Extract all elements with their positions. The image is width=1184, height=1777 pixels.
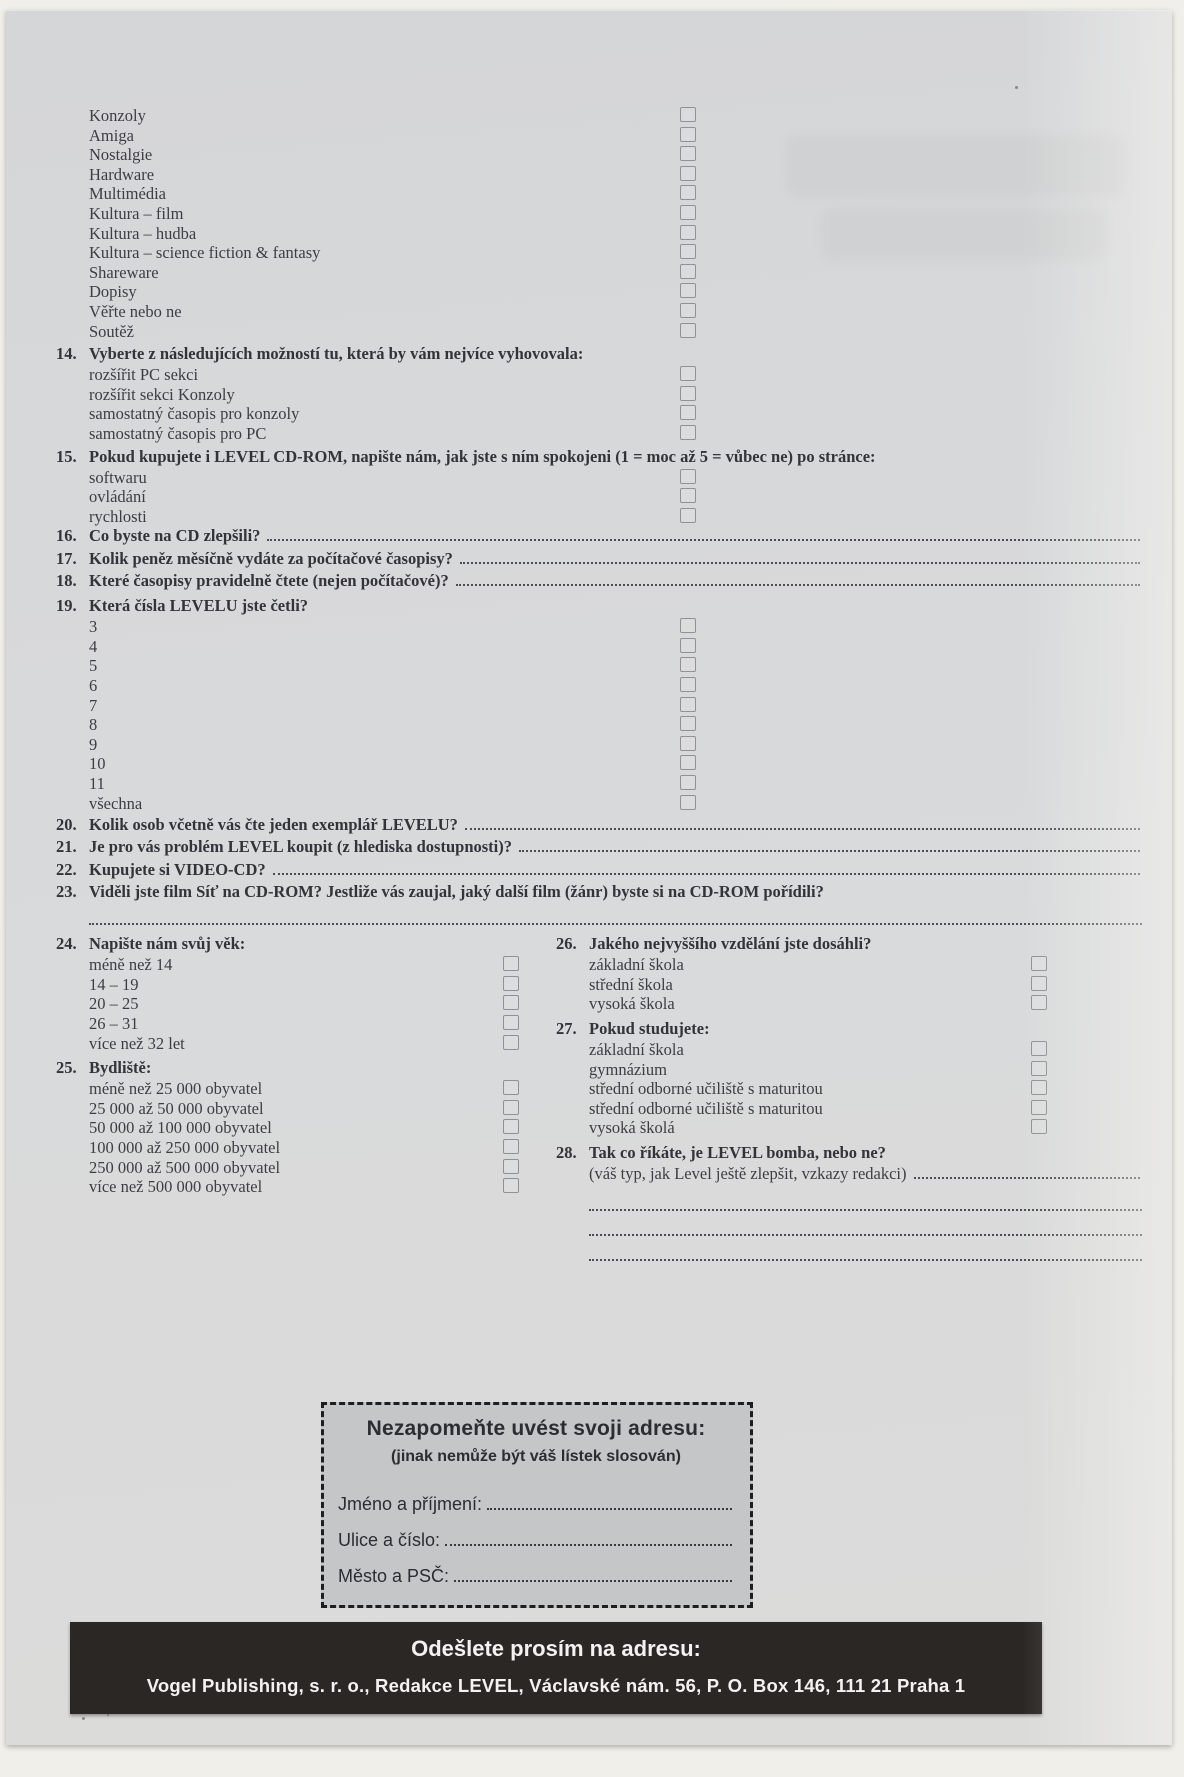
option-row <box>556 1099 1142 1119</box>
answer-line[interactable] <box>465 816 1140 830</box>
answer-line[interactable] <box>914 1165 1141 1179</box>
question-number: 24. <box>56 934 77 954</box>
option-label: více než 32 let <box>89 1033 185 1053</box>
option-row <box>56 224 1142 244</box>
option-row <box>56 794 1142 814</box>
question-14-options <box>56 365 1142 443</box>
option-label: samostatný časopis pro konzoly <box>89 404 300 424</box>
option-label: Dopisy <box>89 282 137 302</box>
option-label: vysoká škola <box>589 994 675 1014</box>
option-row <box>56 322 1142 342</box>
checkbox[interactable] <box>503 995 519 1010</box>
question-text: Co byste na CD zlepšili? <box>89 526 261 546</box>
option-label: Hardware <box>89 164 155 184</box>
address-field <box>338 1494 734 1515</box>
option-label: základní škola <box>589 955 684 975</box>
option-label: 5 <box>89 656 98 676</box>
checkbox[interactable] <box>680 405 696 420</box>
option-row <box>56 1034 556 1054</box>
answer-line[interactable] <box>519 838 1140 852</box>
question-number: 21. <box>56 837 77 857</box>
option-row <box>56 715 1142 735</box>
checkbox[interactable] <box>680 283 696 298</box>
footer-address: Vogel Publishing, s. r. o., Redakce LEVEL, Václavské nám. 56, P. O. Box 146, 111 21 Praha 1 <box>146 1675 966 1696</box>
checkbox[interactable] <box>503 1035 519 1050</box>
checkbox[interactable] <box>680 323 696 338</box>
left-column <box>56 931 556 1261</box>
option-row <box>56 404 1142 424</box>
option-label: střední škola <box>589 974 673 994</box>
question-text: Kolik peněz měsíčně vydáte za počítačové časopisy? <box>89 548 453 568</box>
address-field-label: Město a PSČ: <box>338 1566 450 1586</box>
checkbox[interactable] <box>503 1159 519 1174</box>
checkbox[interactable] <box>680 107 696 122</box>
option-row <box>56 468 1142 488</box>
option-row <box>56 1138 556 1158</box>
checkbox[interactable] <box>680 697 696 712</box>
question-number: 22. <box>56 859 77 879</box>
option-label: 4 <box>89 636 98 656</box>
option-label: 250 000 až 500 000 obyvatel <box>89 1157 281 1177</box>
dust-speck <box>1015 86 1018 89</box>
option-row <box>56 1118 556 1138</box>
option-row <box>56 106 1142 126</box>
address-field-label: Ulice a číslo: <box>338 1530 441 1550</box>
checkbox[interactable] <box>680 127 696 142</box>
option-row <box>56 1158 556 1178</box>
option-row <box>56 184 1142 204</box>
option-row <box>56 385 1142 405</box>
checkbox[interactable] <box>680 716 696 731</box>
answer-line[interactable] <box>445 1532 732 1546</box>
question-number: 16. <box>56 526 77 546</box>
checkbox[interactable] <box>1031 1119 1047 1134</box>
option-label: 14 – 19 <box>89 974 139 994</box>
option-row <box>56 1099 556 1119</box>
option-label: 3 <box>89 617 98 637</box>
option-row <box>56 994 556 1014</box>
question-24-options <box>56 955 556 1053</box>
option-label: 25 000 až 50 000 obyvatel <box>89 1098 264 1118</box>
question-number: 17. <box>56 548 77 568</box>
answer-line[interactable] <box>454 1568 732 1582</box>
answer-line[interactable] <box>456 572 1140 586</box>
address-box-subtitle: (jinak nemůže být váš lístek slosován) <box>391 1448 681 1465</box>
answer-line[interactable] <box>267 527 1140 541</box>
question-15 <box>56 446 1142 468</box>
option-row <box>56 282 1142 302</box>
question-18 <box>56 571 1142 593</box>
option-row <box>56 676 1142 696</box>
option-label: základní škola <box>589 1040 684 1060</box>
checkbox[interactable] <box>680 775 696 790</box>
address-box <box>321 1402 753 1608</box>
question-text: Vyberte z následujících možností tu, která by vám nejvíce vyhovovala: <box>89 344 584 364</box>
checkbox[interactable] <box>680 755 696 770</box>
question-text: Kolik osob včetně vás čte jeden exemplář LEVELU? <box>89 815 458 835</box>
question-number: 26. <box>556 934 577 954</box>
option-label: 20 – 25 <box>89 994 139 1014</box>
checkbox[interactable] <box>680 386 696 401</box>
checkbox[interactable] <box>680 657 696 672</box>
option-label: Shareware <box>89 262 159 282</box>
option-label: střední odborné učiliště s maturitou <box>589 1079 823 1099</box>
question-27-options <box>556 1040 1142 1138</box>
checkbox[interactable] <box>503 1139 519 1154</box>
address-field-label: Jméno a příjmení: <box>338 1494 483 1514</box>
question-text: Napište nám svůj věk: <box>89 934 246 954</box>
question-text: Která čísla LEVELU jste četli? <box>89 596 309 616</box>
option-row <box>56 487 1142 507</box>
option-row <box>556 975 1142 995</box>
option-row <box>56 774 1142 794</box>
checkbox[interactable] <box>680 185 696 200</box>
option-label: Kultura – film <box>89 203 184 223</box>
question-text: Kupujete si VIDEO-CD? <box>89 859 266 879</box>
option-row <box>56 302 1142 322</box>
checkbox[interactable] <box>680 508 696 523</box>
question-25 <box>56 1057 556 1079</box>
question-number: 18. <box>56 570 77 590</box>
checkbox[interactable] <box>680 677 696 692</box>
checkbox[interactable] <box>1031 1061 1047 1076</box>
option-label: 10 <box>89 754 106 774</box>
checkbox[interactable] <box>1031 1080 1047 1095</box>
question-16 <box>56 526 1142 548</box>
option-label: rozšířit PC sekci <box>89 365 199 385</box>
question-28-answer-lines <box>556 1186 1142 1261</box>
question-26-options <box>556 955 1142 1014</box>
question-text: Pokud studujete: <box>589 1019 710 1039</box>
option-label: méně než 14 <box>89 955 173 975</box>
option-label: ovládání <box>89 487 146 507</box>
option-row <box>556 955 1142 975</box>
option-row <box>556 1040 1142 1060</box>
option-row <box>56 243 1142 263</box>
answer-line[interactable] <box>589 1211 1142 1236</box>
checkbox[interactable] <box>680 638 696 653</box>
question-text: Viděli jste film Síť na CD-ROM? Jestliže vás zaujal, jaký další film (žánr) byste si na CD-ROM pořídili? <box>89 882 824 901</box>
option-label: Soutěž <box>89 321 134 341</box>
question-text: Je pro vás problém LEVEL koupit (z hlediska dostupnosti)? <box>89 837 512 857</box>
question-14 <box>56 343 1142 365</box>
answer-line[interactable] <box>273 861 1140 875</box>
option-row <box>56 204 1142 224</box>
checkbox[interactable] <box>680 425 696 440</box>
address-box-fields <box>338 1494 734 1587</box>
address-field <box>338 1530 734 1551</box>
checkbox[interactable] <box>1031 995 1047 1010</box>
option-row <box>56 656 1142 676</box>
question-number: 15. <box>56 446 77 466</box>
footer-heading: Odešlete prosím na adresu: <box>411 1636 701 1661</box>
option-label: 8 <box>89 715 98 735</box>
checkbox[interactable] <box>680 303 696 318</box>
option-label: 100 000 až 250 000 obyvatel <box>89 1138 281 1158</box>
checkbox[interactable] <box>1031 976 1047 991</box>
answer-line[interactable] <box>589 1186 1142 1211</box>
answer-line[interactable] <box>487 1496 732 1510</box>
checkbox[interactable] <box>680 366 696 381</box>
option-label: 6 <box>89 675 98 695</box>
question-number: 14. <box>56 344 77 364</box>
address-box-title: Nezapomeňte uvést svoji adresu: <box>366 1417 706 1440</box>
option-row <box>56 637 1142 657</box>
question-17 <box>56 549 1142 571</box>
two-column-section <box>56 931 1142 1261</box>
question-number: 25. <box>56 1058 77 1078</box>
option-label: Multimédia <box>89 184 166 204</box>
checkbox[interactable] <box>680 736 696 751</box>
option-row <box>56 955 556 975</box>
checkbox[interactable] <box>1031 1041 1047 1056</box>
option-label: 9 <box>89 734 98 754</box>
question-19-options <box>56 617 1142 813</box>
checkbox[interactable] <box>680 488 696 503</box>
question-subtext: (váš typ, jak Level ještě zlepšit, vzkazy redakci) <box>589 1164 907 1184</box>
checkbox[interactable] <box>680 146 696 161</box>
option-row <box>56 145 1142 165</box>
checkbox[interactable] <box>503 1178 519 1193</box>
option-row <box>56 754 1142 774</box>
option-label: méně než 25 000 obyvatel <box>89 1079 263 1099</box>
option-row <box>556 1079 1142 1099</box>
question-15-options <box>56 468 1142 527</box>
checkbox[interactable] <box>680 205 696 220</box>
option-label: 26 – 31 <box>89 1014 139 1034</box>
question-text: Tak co říkáte, je LEVEL bomba, nebo ne? <box>589 1143 886 1163</box>
option-row <box>56 1079 556 1099</box>
checkbox[interactable] <box>1031 956 1047 971</box>
question-19 <box>56 595 1142 617</box>
option-label: vysoká školá <box>589 1118 675 1138</box>
option-row <box>56 617 1142 637</box>
option-label: rychlosti <box>89 506 147 526</box>
option-row <box>56 126 1142 146</box>
question-number: 27. <box>556 1019 577 1039</box>
option-row <box>56 165 1142 185</box>
question-28 <box>556 1142 1142 1164</box>
checkbox[interactable] <box>680 225 696 240</box>
option-row <box>56 1014 556 1034</box>
right-column <box>556 931 1142 1261</box>
question-28-subtext <box>556 1164 1142 1186</box>
checkbox[interactable] <box>680 166 696 181</box>
option-row <box>556 1118 1142 1138</box>
option-label: Konzoly <box>89 106 146 125</box>
question-text: Pokud kupujete i LEVEL CD-ROM, napište nám, jak jste s ním spokojeni (1 = moc až 5 = vůbec ne) po stránce: <box>89 446 876 466</box>
option-label: všechna <box>89 793 143 813</box>
question-24 <box>56 933 556 955</box>
question-number: 28. <box>556 1143 577 1163</box>
question-number: 23. <box>56 882 77 901</box>
question-25-options <box>56 1079 556 1197</box>
option-label: 50 000 až 100 000 obyvatel <box>89 1118 272 1138</box>
address-field <box>338 1566 734 1587</box>
option-label: více než 500 000 obyvatel <box>89 1177 263 1197</box>
topics-list <box>56 106 1142 341</box>
option-label: gymnázium <box>589 1059 667 1079</box>
answer-line[interactable] <box>460 550 1140 564</box>
option-row <box>56 696 1142 716</box>
checkbox[interactable] <box>503 1100 519 1115</box>
survey-paper <box>6 10 1172 1745</box>
option-row <box>56 735 1142 755</box>
option-row <box>556 1060 1142 1080</box>
option-label: rozšířit sekci Konzoly <box>89 384 235 404</box>
question-27 <box>556 1018 1142 1040</box>
option-row <box>556 994 1142 1014</box>
option-row <box>56 507 1142 527</box>
checkbox[interactable] <box>503 1119 519 1134</box>
question-26 <box>556 933 1142 955</box>
option-label: Nostalgie <box>89 145 153 165</box>
checkbox[interactable] <box>503 1015 519 1030</box>
checkbox[interactable] <box>503 956 519 971</box>
option-label: střední odborné učiliště s maturitou <box>589 1098 823 1118</box>
dust-speck <box>82 1717 85 1720</box>
checkbox[interactable] <box>503 976 519 991</box>
question-20 <box>56 815 1142 837</box>
option-row <box>56 263 1142 283</box>
option-label: Amiga <box>89 125 134 145</box>
option-row <box>56 365 1142 385</box>
checkbox[interactable] <box>503 1080 519 1095</box>
option-label: softwaru <box>89 467 147 487</box>
checkbox[interactable] <box>680 795 696 810</box>
question-number: 19. <box>56 596 77 616</box>
checkbox[interactable] <box>1031 1100 1047 1115</box>
checkbox[interactable] <box>680 469 696 484</box>
question-number: 20. <box>56 815 77 835</box>
mailing-address-bar <box>70 1622 1042 1714</box>
dust-speck <box>107 1714 109 1716</box>
option-row <box>56 975 556 995</box>
answer-line[interactable] <box>589 1236 1142 1261</box>
option-label: 11 <box>89 773 105 793</box>
option-row <box>56 1177 556 1197</box>
option-label: Věřte nebo ne <box>89 301 182 321</box>
option-label: 7 <box>89 695 98 715</box>
question-23 <box>56 882 1142 904</box>
question-text: Bydliště: <box>89 1058 152 1078</box>
question-21 <box>56 837 1142 859</box>
question-text: Které časopisy pravidelně čtete (nejen počítačové)? <box>89 570 449 590</box>
checkbox[interactable] <box>680 264 696 279</box>
option-row <box>56 424 1142 444</box>
checkbox[interactable] <box>680 244 696 259</box>
answer-line[interactable] <box>89 904 1142 925</box>
option-label: Kultura – hudba <box>89 223 197 243</box>
checkbox[interactable] <box>680 618 696 633</box>
question-22 <box>56 860 1142 882</box>
option-label: Kultura – science fiction & fantasy <box>89 243 321 263</box>
survey-content <box>56 106 1142 1261</box>
option-label: samostatný časopis pro PC <box>89 423 267 443</box>
question-text: Jakého nejvyššího vzdělání jste dosáhli? <box>589 934 872 954</box>
